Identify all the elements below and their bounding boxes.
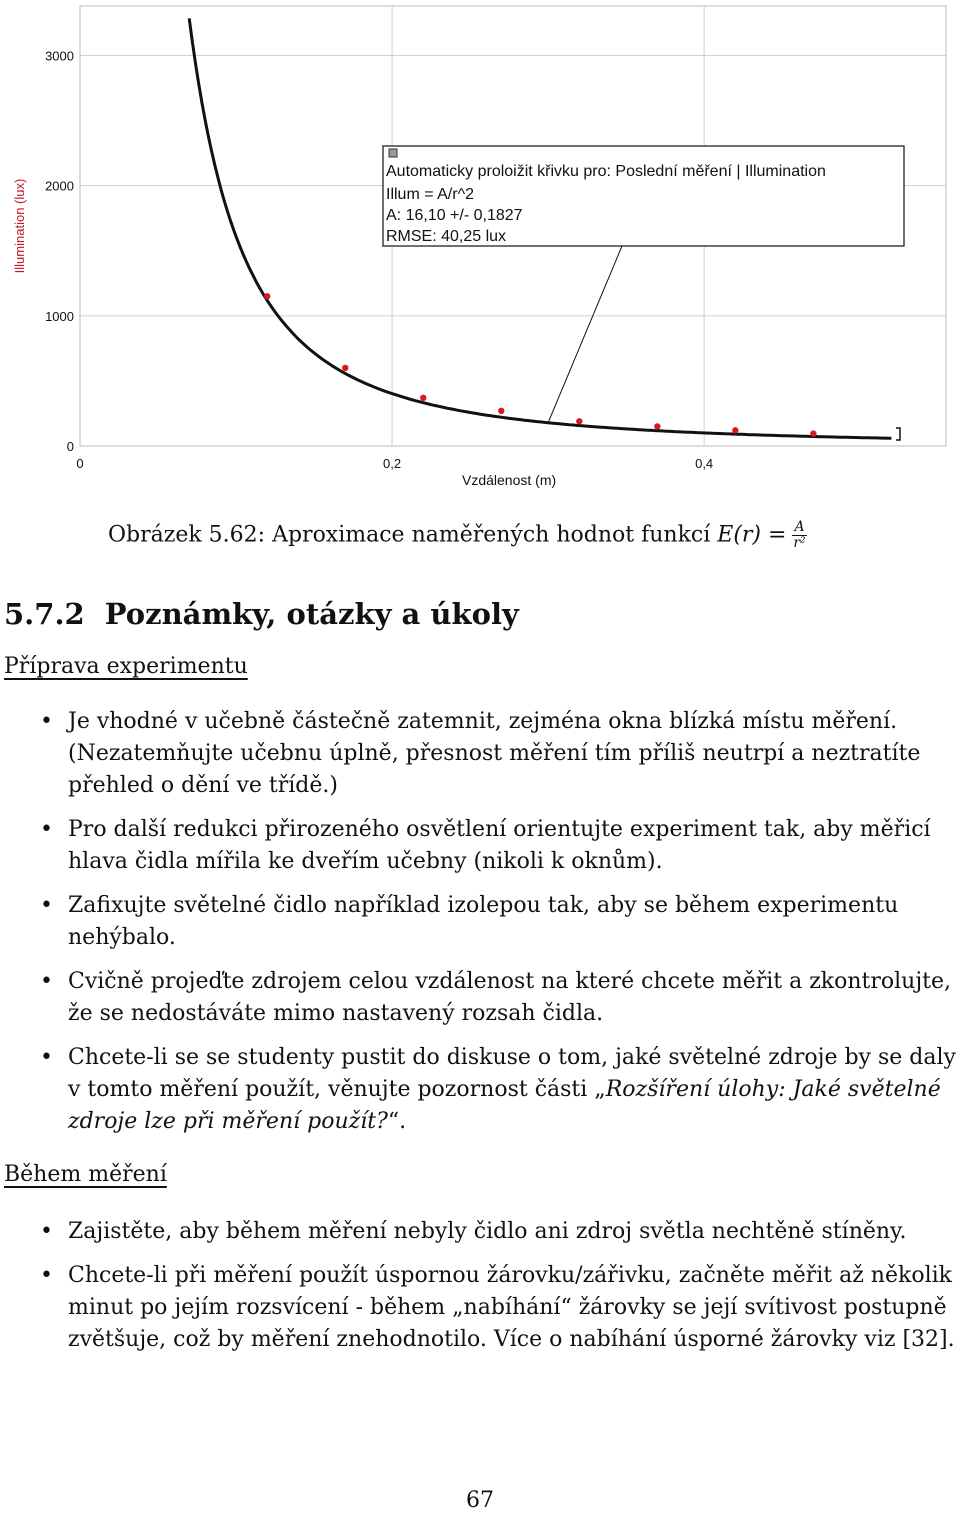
annotation-line-1: Automaticky proloižit křivku pro: Poslední měření | Illumination [386,163,826,180]
data-point [576,418,582,424]
annotation-handle-icon[interactable] [389,149,397,157]
curve-end-marker [896,428,900,440]
x-tick-label: 0,2 [383,456,402,471]
x-axis-title: Vzdálenost (m) [462,472,557,488]
list-item-text: Chcete-li při měření použít úspornou žárovku/zářivku, začněte měřit až několik minut po jejím rozsvícení - během „nabíhání“ žárovky se její svítivost postupně zvětšuje, což by měření znehodnotilo. Více o nabíhání úsporné žárovky viz [32]. [68,1263,955,1352]
y-tick-label: 0 [66,439,74,454]
list-item-text: Pro další redukci přirozeného osvětlení orientujte experiment tak, aby měřicí hlava čidla mířila ke dveřím učebny (nikoli k oknům). [68,817,931,874]
bullet-icon: • [40,1263,53,1288]
section-title: Poznámky, otázky a úkoly [104,597,519,631]
bullet-icon: • [40,709,53,734]
data-point [420,395,426,401]
list-item [40,1042,960,1138]
bullet-icon: • [40,1219,53,1244]
figure-caption [108,520,807,551]
chart-tick-labels [45,48,713,471]
list-item [40,890,960,954]
fraction-denominator: r² [793,535,806,551]
list-item [40,1260,960,1356]
list-item-emphasis: Rozšíření úlohy: Jaké světelné zdroje lze při měření použít? [68,1077,941,1134]
subheading-during: Během měření [4,1162,167,1187]
list-item-text: Cvičně projeďte zdrojem celou vzdálenost na které chcete měřit a zkontrolujte, že se nedostáváte mimo nastavený rozsah čidla. [68,969,952,1026]
list-item-text: Zajistěte, aby během měření nebyly čidlo ani zdroj světla nechtěně stíněny. [68,1219,907,1244]
fraction-numerator: A [794,519,805,535]
annotation-line-2: Illum = A/r^2 [386,186,474,203]
list-item [40,706,960,802]
list-item-text: Zafixujte světelné čidlo například izolepou tak, aby se během experimentu nehýbalo. [68,893,899,950]
page-number: 67 [466,1488,494,1513]
data-point [810,430,816,436]
y-axis-title: Illumination (lux) [12,178,27,274]
x-tick-label: 0 [76,456,84,471]
list-item [40,966,960,1030]
data-point [654,423,660,429]
caption-text: Obrázek 5.62: Aproximace naměřených hodnot funkcí [108,522,718,548]
bullet-icon: • [40,893,53,918]
y-tick-label: 1000 [45,308,74,324]
list-item [40,1216,960,1248]
y-tick-label: 3000 [45,48,74,64]
subheading-preparation: Příprava experimentu [4,654,248,679]
list-item-text-end: “. [387,1109,407,1134]
annotation-line-3: A: 16,10 +/- 0,1827 [386,207,523,224]
during-list [40,1216,960,1368]
data-point [732,427,738,433]
annotation-line-4: RMSE: 40,25 lux [386,228,507,245]
data-point [342,365,348,371]
section-number: 5.7.2 [4,597,85,631]
bullet-icon: • [40,1045,53,1070]
y-tick-label: 2000 [45,178,74,194]
list-item-text: Je vhodné v učebně částečně zatemnit, zejména okna blízká místu měření. (Nezatemňujte učebnu úplně, přesnost měření tím příliš neutrpí a neztratíte přehled o dění ve třídě.) [68,709,921,798]
annotation-leader [548,246,622,423]
bullet-icon: • [40,817,53,842]
caption-fraction [792,520,806,551]
section-heading [4,597,519,631]
bullet-icon: • [40,969,53,994]
data-point [264,293,270,299]
caption-formula: E(r) = [717,522,787,548]
preparation-list [40,706,960,1150]
data-point [498,408,504,414]
x-tick-label: 0,4 [695,456,714,471]
illumination-chart [0,0,960,500]
fit-annotation-box [383,146,904,246]
data-points [264,293,817,437]
list-item [40,814,960,878]
list-item-text: Chcete-li se se studenty pustit do diskuse o tom, jaké světelné zdroje by se daly v tomto měření použít, věnujte pozornost části „ [68,1045,956,1102]
